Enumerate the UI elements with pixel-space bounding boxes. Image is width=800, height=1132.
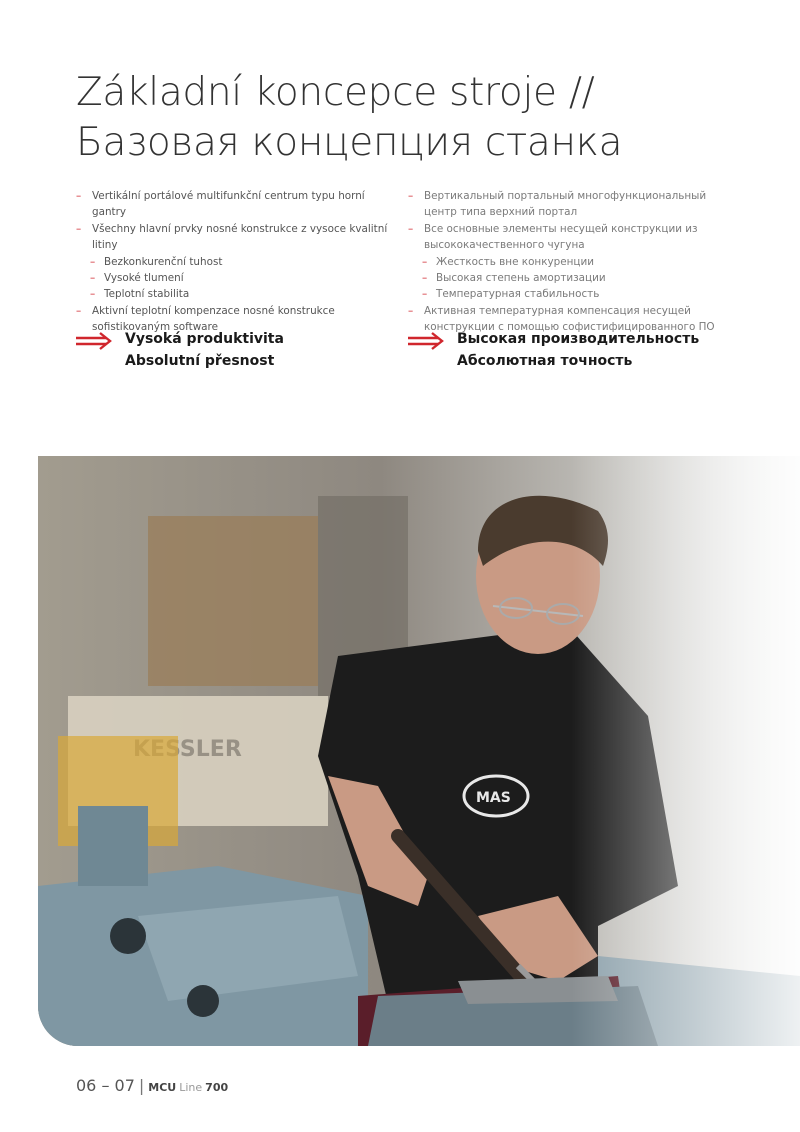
russian-feature-list (408, 188, 728, 336)
footer-separator: | (138, 1076, 145, 1095)
list-subitem: – Температурная стабильность (408, 286, 728, 302)
title-czech: Základní koncepce stroje // (76, 70, 595, 115)
list-item: – Vertikální portálové multifunkční centrum typu horní gantry (76, 188, 396, 221)
list-item: – Вертикальный портальный многофункциональный центр типа верхний портал (408, 188, 728, 221)
list-item: – Aktivní teplotní kompenzace nosné konstrukce sofistikovaným software (76, 303, 396, 336)
russian-highlights (408, 328, 699, 372)
title-russian: Базовая концепция станка (76, 120, 623, 165)
list-subitem: – Высокая степень амортизации (408, 270, 728, 286)
model-line: Line (179, 1081, 203, 1094)
page-numbers: 06 – 07 (76, 1076, 135, 1095)
highlight-productivity: Vysoká produktivita (125, 331, 284, 347)
page-title (76, 68, 776, 168)
czech-highlights (76, 328, 284, 372)
list-item: – Активная температурная компенсация несущей конструкции с помощью софистифицированного ПО (408, 303, 728, 336)
workshop-photo (38, 456, 800, 1046)
czech-feature-list (76, 188, 396, 336)
list-subitem: – Vysoké tlumení (76, 270, 396, 286)
model-number: 700 (205, 1081, 229, 1094)
double-arrow-icon (408, 332, 444, 350)
list-subitem: – Жесткость вне конкуренции (408, 254, 728, 270)
list-subitem: – Teplotní stabilita (76, 286, 396, 302)
list-item: – Všechny hlavní prvky nosné konstrukce z vysoce kvalitní litiny (76, 221, 396, 254)
worker-illustration (38, 456, 800, 1046)
highlight-precision: Абсолютная точность (457, 353, 633, 369)
list-item: – Все основные элементы несущей конструкции из высококачественного чугуна (408, 221, 728, 254)
page-footer (76, 1076, 228, 1095)
model-name: MCU (148, 1081, 177, 1094)
highlight-productivity: Высокая производительность (457, 331, 700, 347)
list-subitem: – Bezkonkurenční tuhost (76, 254, 396, 270)
double-arrow-icon (76, 332, 112, 350)
highlight-precision: Absolutní přesnost (125, 353, 275, 369)
